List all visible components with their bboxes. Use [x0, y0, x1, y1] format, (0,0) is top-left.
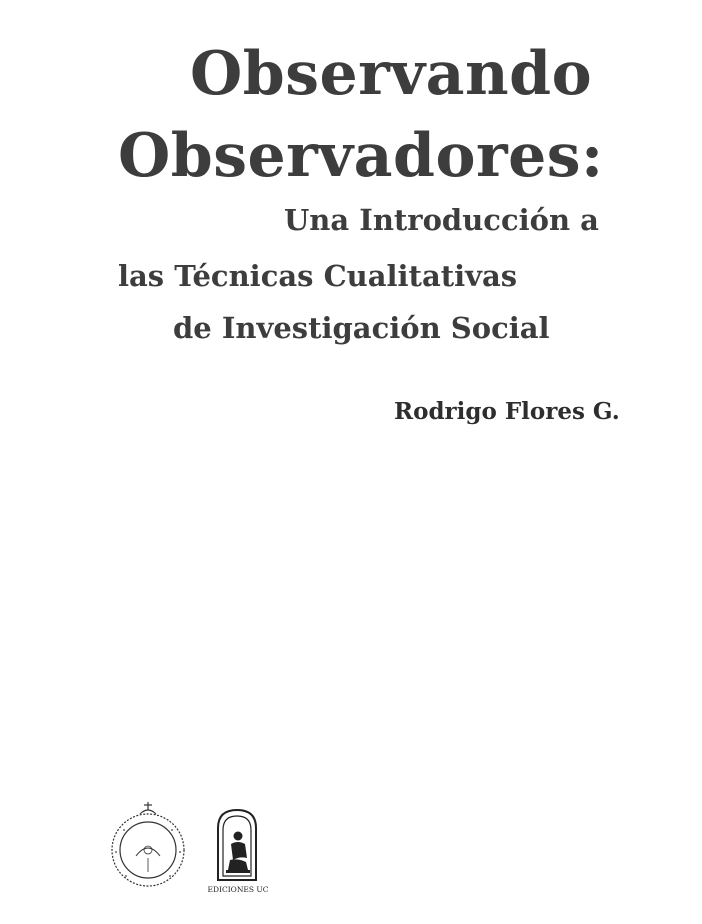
- svg-text:EDICIONES UC: EDICIONES UC: [207, 885, 269, 894]
- subtitle-line-1: Una Introducción a: [284, 203, 599, 237]
- subtitle-line-3: de Investigación Social: [173, 311, 550, 345]
- author-name: Rodrigo Flores G.: [394, 398, 620, 425]
- title-line-1: Observando: [190, 39, 593, 109]
- publisher-logo-icon: [200, 806, 276, 896]
- subtitle-line-2: las Técnicas Cualitativas: [118, 259, 518, 293]
- university-seal-icon: [106, 800, 190, 890]
- title-line-2: Observadores:: [118, 121, 604, 191]
